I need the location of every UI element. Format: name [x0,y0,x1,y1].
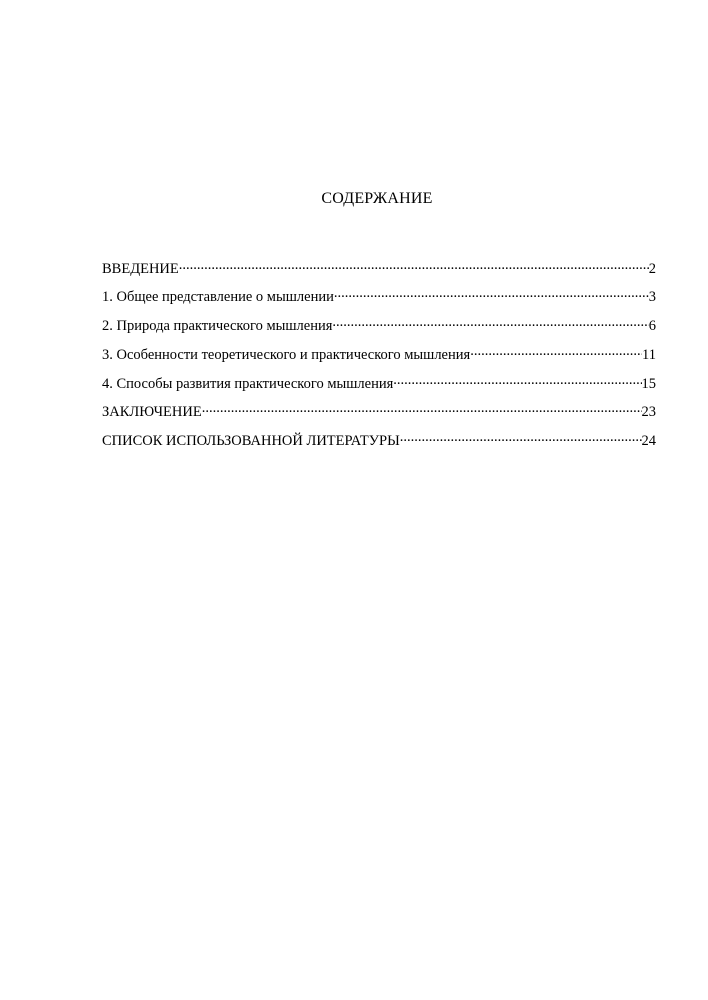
toc-entry-page: 23 [641,404,656,421]
toc-heading: СОДЕРЖАНИЕ [321,190,433,207]
toc-entry-page: 11 [642,346,656,363]
toc-dot-leader [179,258,649,273]
toc-entry-label: 3. Особенности теоретического и практического мышления [102,346,471,363]
toc-dot-leader [334,287,649,302]
toc-entry-page: 6 [648,318,656,335]
toc-entry [102,402,656,431]
toc-dot-leader [400,431,642,446]
toc-entry-label: 2. Природа практического мышления [102,318,333,335]
toc-entry [102,373,656,402]
table-of-contents [102,258,656,460]
toc-entry [102,344,656,373]
toc-dot-leader [470,344,642,359]
toc-entry [102,258,656,287]
toc-entry [102,431,656,460]
toc-entry-label: СПИСОК ИСПОЛЬЗОВАННОЙ ЛИТЕРАТУРЫ [102,433,400,450]
toc-dot-leader [393,373,641,388]
toc-dot-leader [332,316,648,331]
toc-entry-label: ВВЕДЕНИЕ [102,260,179,277]
toc-dot-leader [202,402,642,417]
toc-entry-label: 4. Способы развития практического мышления [102,375,394,392]
toc-entry-page: 3 [648,289,656,306]
toc-entry-label: 1. Общее представление о мышлении [102,289,334,306]
toc-entry-page: 15 [641,375,656,392]
toc-entry [102,287,656,316]
toc-entry-label: ЗАКЛЮЧЕНИЕ [102,404,202,421]
toc-entry-page: 2 [648,260,656,277]
toc-entry [102,316,656,345]
toc-entry-page: 24 [641,433,656,450]
